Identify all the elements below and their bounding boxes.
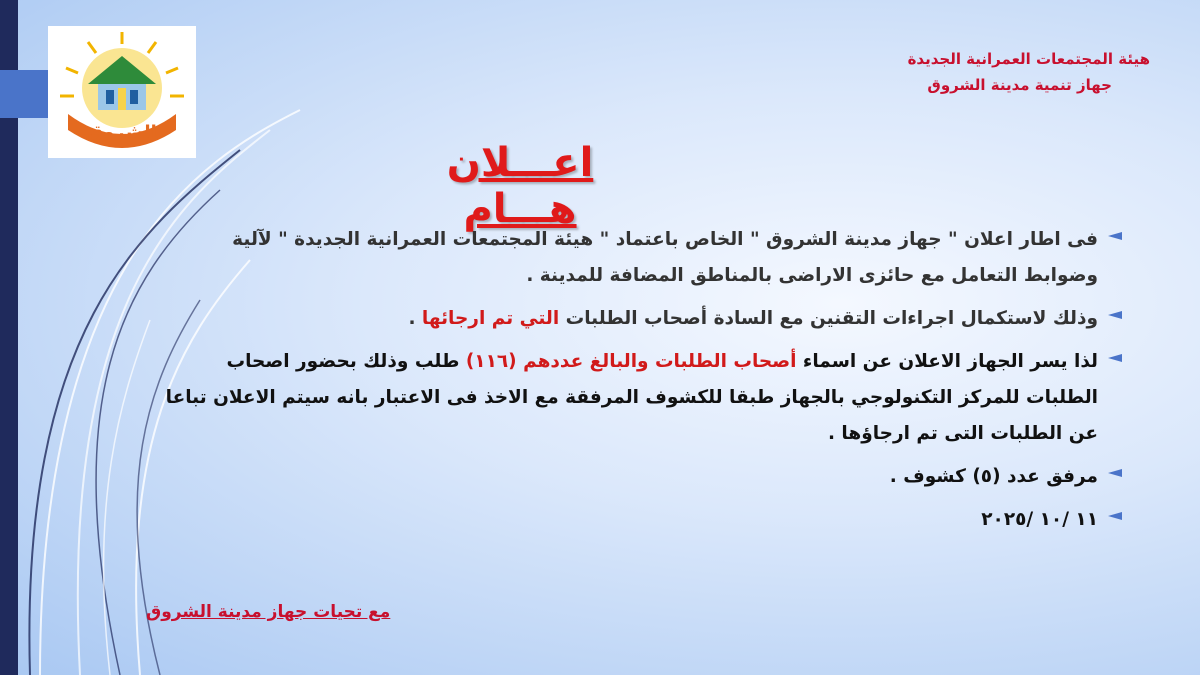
- bullet-highlight: أصحاب الطلبات والبالغ عددهم (١١٦): [465, 351, 797, 372]
- bullet-text: وذلك لاستكمال اجراءات التقنين مع السادة أصحاب الطلبات: [559, 308, 1098, 329]
- bullet-text-end: طلب وذلك بحضور اصحاب الطلبات للمركز التكنولوجي بالجهاز طبقا للكشوف المرفقة مع الاخذ فى الاعتبار بانه سيتم الاعلان تباعا عن الطلبات التى تم ارجاؤها .: [165, 351, 1098, 444]
- arrow-bullet-icon: [1108, 311, 1122, 319]
- authority-name: هيئة المجتمعات العمرانية الجديدة: [907, 50, 1150, 68]
- city-logo: [48, 26, 196, 158]
- bullet-text: فى اطار اعلان " جهاز مدينة الشروق " الخاص باعتماد " هيئة المجتمعات العمرانية الجديدة " لآلية وضوابط التعامل مع حائزى الاراضى بالمناطق المضافة للمدينة .: [232, 229, 1098, 286]
- announcement-title: اعـــلان هـــام: [446, 140, 594, 232]
- svg-text:الشروق: الشروق: [87, 122, 157, 143]
- arrow-bullet-icon: [1108, 512, 1122, 520]
- authority-header: [900, 46, 1150, 98]
- arrow-bullet-icon: [1108, 232, 1122, 240]
- bullet-item-intro: [162, 222, 1122, 294]
- bullet-highlight: التي تم ارجائها: [421, 308, 560, 329]
- bullet-text-end: .: [408, 308, 422, 329]
- arrow-bullet-icon: [1108, 469, 1122, 477]
- bullet-item-date: [162, 502, 1122, 538]
- announcement-date: ١١ /١٠ /٢٠٢٥: [981, 509, 1098, 530]
- arrow-bullet-icon: [1108, 354, 1122, 362]
- announcement-bullets: [162, 222, 1122, 545]
- bullet-text: لذا يسر الجهاز الاعلان عن اسماء: [796, 351, 1098, 372]
- bullet-item-attachments: [162, 459, 1122, 495]
- city-agency-name: جهاز تنمية مدينة الشروق: [927, 76, 1112, 94]
- closing-signature: مع تحيات جهاز مدينة الشروق: [146, 602, 391, 622]
- bullet-item-completion: [162, 301, 1122, 337]
- sunrise-house-logo-icon: [48, 26, 196, 158]
- bullet-text: مرفق عدد (٥) كشوف .: [889, 466, 1098, 487]
- bullet-item-names: [162, 344, 1122, 452]
